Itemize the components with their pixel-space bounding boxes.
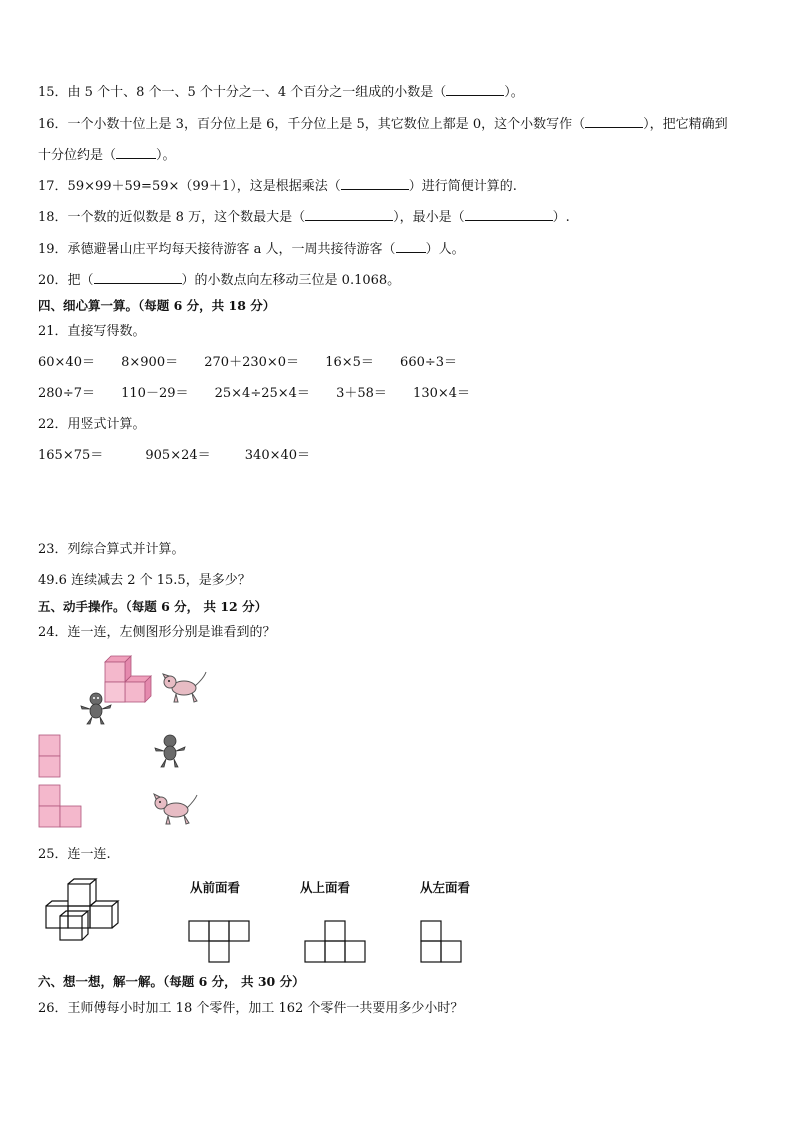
q18-max-blank[interactable] (305, 208, 393, 221)
q21-item: 25×4÷25×4＝ (214, 386, 310, 401)
q22-item: 165×75＝ (38, 448, 104, 463)
q21-item: 3＋58＝ (336, 386, 387, 401)
view-shape-column (38, 734, 62, 778)
question-19: 19．承德避暑山庄平均每天接待游客 a 人，一周共接待游客（ ）人。 (38, 242, 465, 257)
shape-3d-cubes (44, 878, 134, 942)
top-view-shape (304, 920, 368, 964)
q21-item: 280÷7＝ (38, 386, 95, 401)
label-left-view: 从左面看 (420, 880, 471, 895)
q22-item: 340×40＝ (244, 448, 311, 463)
q21-item: 270＋230×0＝ (204, 355, 300, 370)
dog-icon (152, 790, 200, 828)
q15-answer-blank[interactable] (446, 83, 504, 96)
question-23-text: 49.6 连续减去 2 个 15.5，是多少？ (38, 573, 251, 588)
view-shape-l (38, 784, 84, 828)
q15-text: 15．由 5 个十、8 个一、5 个十分之一、4 个百分之一组成的小数是（ (38, 85, 447, 100)
q21-item: 130×4＝ (413, 386, 471, 401)
q21-item: 660÷3＝ (400, 355, 458, 370)
q20-answer-blank[interactable] (94, 271, 182, 284)
question-23-title: 23．列综合算式并计算。 (38, 542, 185, 557)
q17-answer-blank[interactable] (341, 177, 409, 190)
q21-item: 110－29＝ (121, 386, 189, 401)
question-21-title: 21．直接写得数。 (38, 324, 146, 339)
question-18: 18．一个数的近似数是 8 万，这个数最大是（ ），最小是（ ）. (38, 210, 570, 225)
dog-icon (162, 668, 210, 706)
question-24-title: 24．连一连，左侧图形分别是谁看到的？ (38, 625, 276, 640)
question-25-title: 25．连一连. (38, 847, 111, 862)
q21-item: 8×900＝ (121, 355, 179, 370)
label-top-view: 从上面看 (300, 880, 351, 895)
question-26: 26．王师傅每小时加工 18 个零件，加工 162 个零件一共要用多少小时？ (38, 1001, 464, 1016)
q18-min-blank[interactable] (465, 208, 553, 221)
q19-answer-blank[interactable] (396, 240, 426, 253)
section-5-heading: 五、动手操作。（每题 6 分， 共 12 分） (38, 599, 268, 614)
q21-item: 60×40＝ (38, 355, 95, 370)
question-17: 17．59×99＋59=59×（99＋1），这是根据乘法（ ）进行简便计算的. (38, 179, 517, 194)
q21-row-2 (38, 385, 492, 403)
question-15: 15．由 5 个十、8 个一、5 个十分之一、4 个百分之一组成的小数是（ ）。 (38, 85, 524, 100)
q22-item: 905×24＝ (145, 448, 211, 463)
question-20: 20．把（ ）的小数点向左移动三位是 0.1068。 (38, 273, 401, 288)
q16-answer-blank[interactable] (585, 115, 643, 128)
q16-rounded-blank[interactable] (116, 146, 156, 159)
q21-row-1 (38, 354, 479, 372)
q22-row (38, 447, 332, 465)
question-22-title: 22．用竖式计算。 (38, 417, 146, 432)
left-view-shape (420, 920, 466, 964)
question-16: 16．一个小数十位上是 3，百分位上是 6，千分位上是 5，其它数位上都是 0，这个小数写作（ ），把它精确到 (38, 117, 728, 132)
monkey-icon (78, 690, 114, 726)
label-front-view: 从前面看 (190, 880, 241, 895)
monkey-icon (152, 732, 188, 770)
section-4-heading: 四、细心算一算。（每题 6 分，共 18 分） (38, 298, 276, 313)
section-6-heading: 六、想一想，解一解。（每题 6 分， 共 30 分） (38, 974, 305, 989)
q21-item: 16×5＝ (325, 355, 374, 370)
front-view-shape (188, 920, 252, 964)
question-16-line2: 十分位约是（ ）。 (38, 148, 176, 163)
